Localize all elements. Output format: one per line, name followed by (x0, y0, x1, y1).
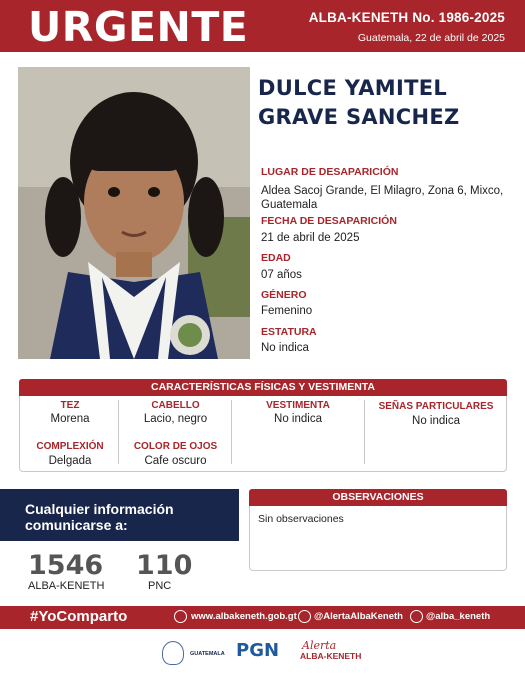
observations-heading: OBSERVACIONES (249, 489, 507, 506)
person-name (258, 74, 518, 132)
ojos-label: COLOR DE OJOS (133, 441, 218, 452)
x-icon (410, 610, 423, 623)
alerta-logo-line-1: Alerta (302, 639, 337, 652)
phone-number-pnc[interactable]: 110 (136, 550, 193, 581)
missing-child-photo (18, 67, 250, 359)
vestimenta-label: VESTIMENTA (266, 400, 330, 411)
facebook-icon (298, 610, 311, 623)
genero-value: Femenino (261, 305, 313, 317)
name-line-1: DULCE YAMITEL (258, 76, 448, 100)
cabello-value: Lacio, negro (143, 413, 208, 425)
estatura-label: ESTATURA (261, 326, 317, 338)
senas-value: No indica (412, 415, 460, 427)
tez-label: TEZ (60, 400, 80, 411)
genero-label: GÉNERO (261, 289, 307, 301)
pgn-logo: PGN (236, 640, 280, 661)
facebook-link[interactable]: @AlertaAlbaKeneth (314, 611, 403, 622)
complexion-value: Delgada (48, 455, 92, 467)
hashtag: #YoComparto (30, 608, 128, 625)
characteristics-heading: CARACTERÍSTICAS FÍSICAS Y VESTIMENTA (19, 379, 507, 396)
guatemala-seal-icon (162, 641, 184, 665)
contact-line-1: Cualquier información (25, 501, 174, 517)
lugar-value-line-2: Guatemala (261, 199, 318, 211)
estatura-value: No indica (261, 342, 309, 354)
lugar-label: LUGAR DE DESAPARICIÓN (261, 166, 399, 178)
fecha-value: 21 de abril de 2025 (261, 232, 360, 244)
website-link[interactable]: www.albakeneth.gob.gt (191, 611, 297, 622)
senas-label: SEÑAS PARTICULARES (378, 401, 494, 412)
edad-value: 07 años (261, 269, 302, 281)
phone-label-alba-keneth: ALBA-KENETH (28, 580, 105, 592)
phone-label-pnc: PNC (148, 580, 172, 592)
ojos-value: Cafe oscuro (144, 455, 207, 467)
alert-number: ALBA-KENETH No. 1986-2025 (308, 10, 505, 25)
contact-line-2: comunicarse a: (25, 517, 128, 533)
observations-text: Sin observaciones (258, 513, 344, 525)
alerta-logo-line-2: ALBA-KENETH (300, 651, 362, 661)
alert-title: URGENTE (28, 3, 249, 51)
guatemala-logo-text: GUATEMALA (190, 651, 225, 657)
name-line-2: GRAVE SANCHEZ (258, 105, 460, 129)
lugar-value-line-1: Aldea Sacoj Grande, El Milagro, Zona 6, Mixco, (261, 185, 504, 197)
fecha-label: FECHA DE DESAPARICIÓN (261, 215, 397, 227)
tez-value: Morena (50, 413, 90, 425)
globe-icon (174, 610, 187, 623)
edad-label: EDAD (261, 252, 291, 264)
complexion-label: COMPLEXIÓN (36, 441, 104, 452)
phone-number-alba-keneth[interactable]: 1546 (28, 550, 104, 581)
alert-date: Guatemala, 22 de abril de 2025 (357, 32, 505, 44)
vestimenta-value: No indica (274, 413, 322, 425)
x-link[interactable]: @alba_keneth (426, 611, 491, 622)
cabello-label: CABELLO (151, 400, 200, 411)
